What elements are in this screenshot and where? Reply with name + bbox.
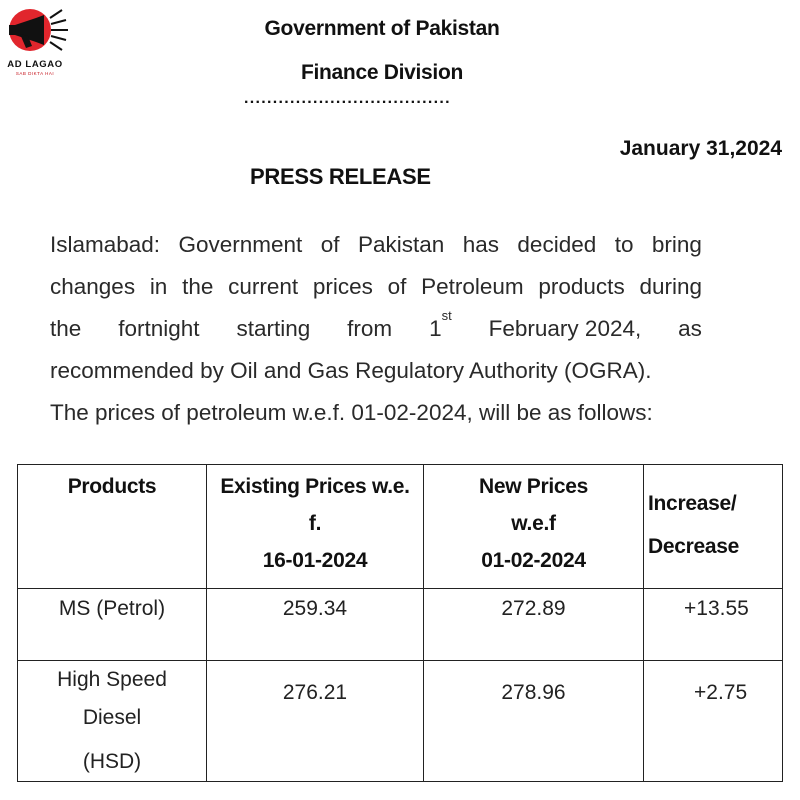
header-new-prices: New Prices w.e.f 01-02-2024 — [424, 465, 644, 589]
table-row — [18, 589, 783, 661]
dotted-rule: .................................... — [244, 90, 451, 107]
petroleum-prices-table — [17, 464, 783, 782]
new-price-cell: 278.96 — [424, 661, 644, 782]
product-cell: High Speed Diesel (HSD) — [18, 661, 207, 782]
product-cell: MS (Petrol) — [18, 589, 207, 661]
header-existing-prices: Existing Prices w.e. f. 16-01-2024 — [207, 465, 424, 589]
release-date: January 31,2024 — [619, 137, 782, 160]
header-increase-decrease: Increase/ Decrease — [644, 465, 783, 589]
body-line-2: changes in the current prices of Petroleum products during — [50, 274, 702, 299]
body-line-1: Islamabad: Government of Pakistan has decided to bring — [50, 232, 702, 257]
header-products: Products — [18, 465, 207, 589]
change-cell: +2.75 — [644, 661, 783, 782]
table-header-row — [18, 465, 783, 589]
existing-price-cell: 276.21 — [207, 661, 424, 782]
press-release-title: PRESS RELEASE — [250, 164, 431, 189]
division-title: Finance Division — [300, 61, 464, 84]
existing-price-cell: 259.34 — [207, 589, 424, 661]
new-price-cell: 272.89 — [424, 589, 644, 661]
body-line-5: The prices of petroleum w.e.f. 01-02-2024, will be as follows: — [50, 400, 653, 425]
logo-name: AD LAGAO — [7, 59, 63, 70]
body-line-3: the fortnight starting from 1st February 2024, as — [50, 307, 702, 341]
body-line-4: recommended by Oil and Gas Regulatory Authority (OGRA). — [50, 358, 652, 383]
press-release-body — [50, 224, 702, 434]
logo-tagline: SAB DIKTA HAI — [15, 71, 55, 76]
change-cell: +13.55 — [644, 589, 783, 661]
government-title: Government of Pakistan — [264, 17, 500, 40]
table-row — [18, 661, 783, 782]
